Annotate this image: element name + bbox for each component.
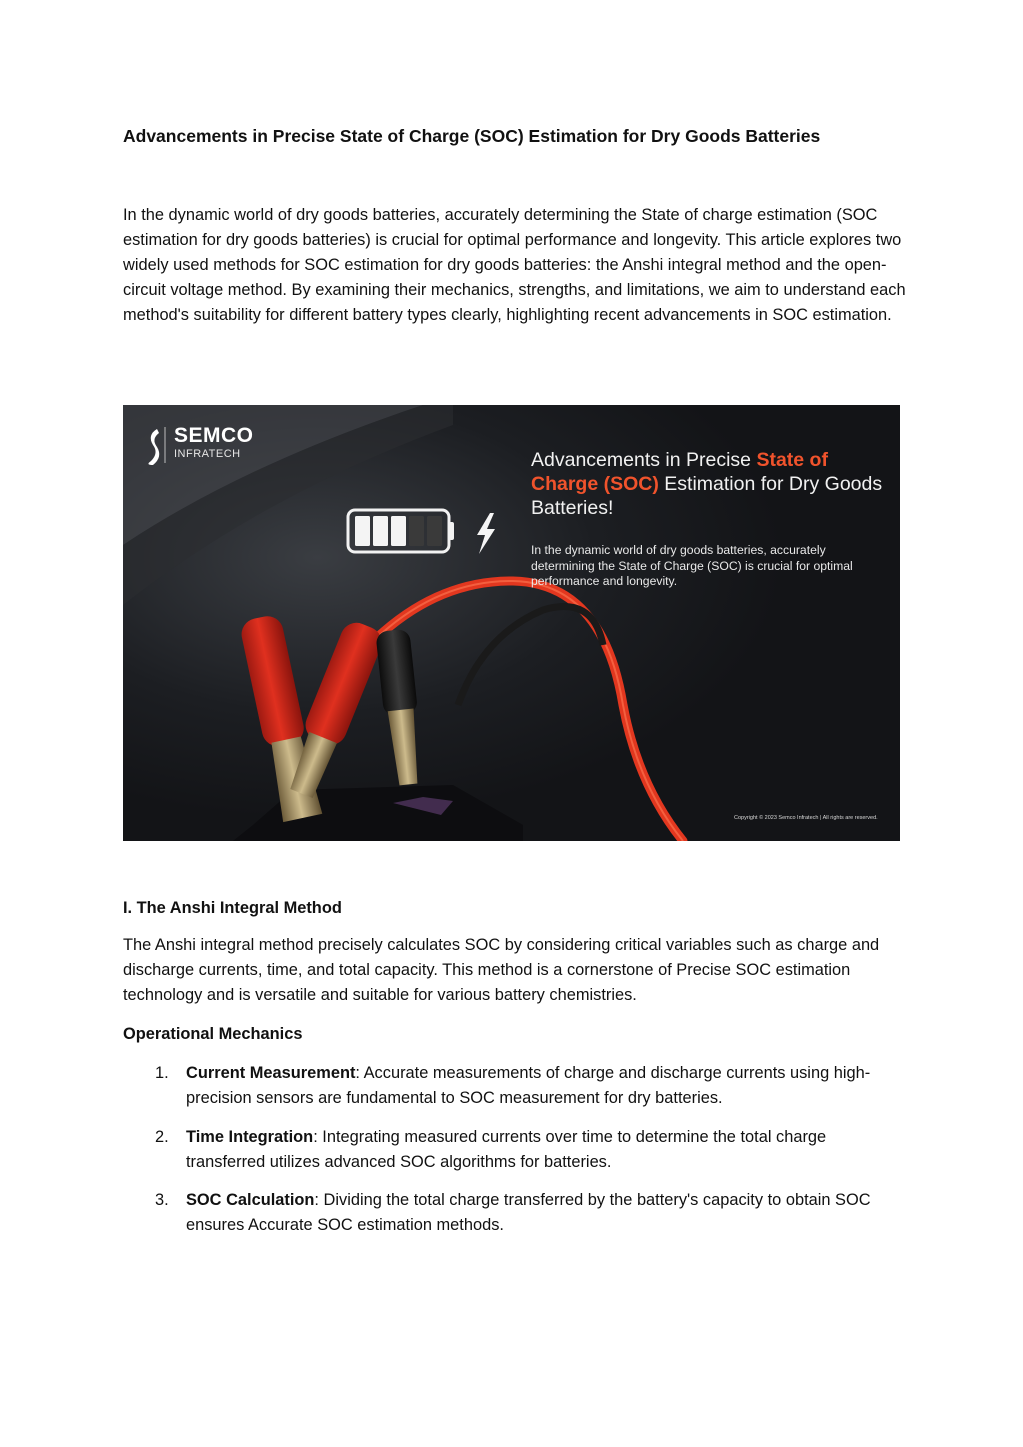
list-item-text: : Dividing the total charge transferred by the battery's capacity to obtain SOC ensures Accurate SOC estimation methods. [186, 1191, 871, 1234]
battery-cell-filled [373, 516, 388, 546]
list-item-body [186, 1061, 906, 1111]
battery-level-icon [348, 510, 454, 552]
list-item-body [186, 1188, 906, 1238]
document-title: Advancements in Precise State of Charge (SOC) Estimation for Dry Goods Batteries [123, 126, 821, 146]
list-item-number: 1. [155, 1064, 169, 1082]
list-item-text: : Integrating measured currents over time to determine the total charge transferred utilizes advanced SOC algorithms for batteries. [186, 1128, 827, 1171]
banner-logo-wordmark: SEMCO [174, 424, 254, 447]
battery-cell-empty [427, 516, 442, 546]
list-item-number: 3. [155, 1191, 169, 1209]
list-item-body [186, 1125, 906, 1175]
list-item-term: Current Measurement [186, 1064, 356, 1082]
battery-cell-empty [409, 516, 424, 546]
banner-heading-pre: Advancements in Precise [531, 449, 757, 471]
section-heading: I. The Anshi Integral Method [123, 899, 342, 917]
list-item-number: 2. [155, 1128, 169, 1146]
list-item-text: : Accurate measurements of charge and discharge currents using high-precision sensors are fundamental to SOC measurement for dry batteries. [186, 1064, 871, 1107]
subsection-heading: Operational Mechanics [123, 1025, 303, 1043]
battery-cell-filled [391, 516, 406, 546]
battery-cell-filled [355, 516, 370, 546]
list-item-term: SOC Calculation [186, 1191, 315, 1209]
banner-copyright: Copyright © 2023 Semco Infratech | All rights are reserved. [734, 815, 878, 821]
list-item-term: Time Integration [186, 1128, 314, 1146]
section-paragraph: The Anshi integral method precisely calculates SOC by considering critical variables such as charge and discharge currents, time, and total capacity. This method is a cornerstone of Precise SOC estimation technology and is versatile and suitable for various battery chemistries. [123, 936, 880, 1004]
banner-heading [531, 448, 891, 520]
banner-logo-subtitle: INFRATECH [174, 448, 241, 460]
intro-paragraph: In the dynamic world of dry goods batteries, accurately determining the State of charge estimation (SOC estimation for dry goods batteries) is crucial for optimal performance and longevity. This article explores two widely used methods for SOC estimation for dry goods batteries: the Anshi integral method and the open-circuit voltage method. By examining their mechanics, strengths, and limitations, we aim to understand each method's suitability for different battery types clearly, highlighting recent advancements in SOC estimation. [123, 206, 906, 324]
banner-subtext: In the dynamic world of dry goods batteries, accurately determining the State of Charge (SOC) is crucial for optimal performance and longevity. [531, 543, 853, 588]
banner-heading-accent: State of Charge (SOC) [531, 449, 828, 495]
banner-heading-post: Estimation for Dry Goods Batteries! [531, 473, 883, 519]
